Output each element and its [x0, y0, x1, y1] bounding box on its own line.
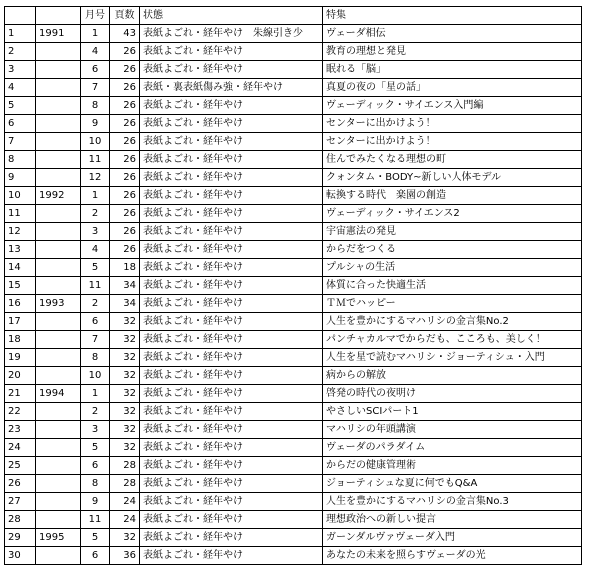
cell-number: 23: [5, 421, 36, 439]
cell-pages: 26: [110, 43, 140, 61]
cell-pages: 43: [110, 25, 140, 43]
cell-number: 21: [5, 385, 36, 403]
cell-pages: 26: [110, 79, 140, 97]
table-row: [5, 115, 582, 133]
cell-month: 1: [81, 25, 110, 43]
cell-condition: 表紙よごれ・経年やけ: [140, 115, 323, 133]
cell-number: 28: [5, 511, 36, 529]
cell-feature: パンチャカルマでからだも、こころも、美しく！: [323, 331, 582, 349]
cell-feature: ヴェーディック・サイエンス入門編: [323, 97, 582, 115]
cell-month: 3: [81, 223, 110, 241]
cell-pages: 32: [110, 349, 140, 367]
cell-number: 22: [5, 403, 36, 421]
cell-feature: からだの健康管理術: [323, 457, 582, 475]
cell-year: [36, 115, 81, 133]
cell-pages: 32: [110, 529, 140, 547]
cell-year: [36, 421, 81, 439]
cell-feature: ガーンダルヴァヴェーダ入門: [323, 529, 582, 547]
cell-feature: 理想政治への新しい提言: [323, 511, 582, 529]
cell-condition: 表紙よごれ・経年やけ: [140, 421, 323, 439]
cell-pages: 26: [110, 205, 140, 223]
table-row: [5, 475, 582, 493]
table-row: [5, 61, 582, 79]
header-feature: 特集: [323, 7, 582, 25]
table-row: [5, 511, 582, 529]
cell-pages: 32: [110, 439, 140, 457]
cell-condition: 表紙よごれ・経年やけ: [140, 259, 323, 277]
cell-pages: 32: [110, 421, 140, 439]
cell-feature: ＴＭでハッピー: [323, 295, 582, 313]
cell-number: 5: [5, 97, 36, 115]
cell-condition: 表紙・裏表紙傷み強・経年やけ: [140, 79, 323, 97]
cell-condition: 表紙よごれ・経年やけ: [140, 367, 323, 385]
cell-condition: 表紙よごれ・経年やけ: [140, 43, 323, 61]
cell-year: [36, 241, 81, 259]
cell-condition: 表紙よごれ・経年やけ: [140, 223, 323, 241]
cell-condition: 表紙よごれ・経年やけ: [140, 331, 323, 349]
cell-number: 20: [5, 367, 36, 385]
cell-year: [36, 223, 81, 241]
cell-pages: 26: [110, 223, 140, 241]
cell-year: 1995: [36, 529, 81, 547]
table-row: [5, 457, 582, 475]
cell-number: 11: [5, 205, 36, 223]
cell-pages: 26: [110, 61, 140, 79]
cell-number: 6: [5, 115, 36, 133]
header-year: [36, 7, 81, 25]
cell-pages: 32: [110, 331, 140, 349]
cell-condition: 表紙よごれ・経年やけ: [140, 403, 323, 421]
cell-condition: 表紙よごれ・経年やけ: [140, 511, 323, 529]
cell-pages: 32: [110, 313, 140, 331]
cell-feature: 真夏の夜の「星の話」: [323, 79, 582, 97]
cell-year: [36, 205, 81, 223]
cell-month: 1: [81, 187, 110, 205]
cell-year: [36, 493, 81, 511]
cell-pages: 32: [110, 385, 140, 403]
cell-feature: あなたの未来を照らすヴェーダの光: [323, 547, 582, 565]
cell-pages: 32: [110, 367, 140, 385]
cell-month: 10: [81, 133, 110, 151]
table-row: [5, 43, 582, 61]
cell-year: [36, 97, 81, 115]
cell-feature: 転換する時代 楽園の創造: [323, 187, 582, 205]
cell-pages: 26: [110, 97, 140, 115]
cell-month: 9: [81, 115, 110, 133]
cell-year: 1994: [36, 385, 81, 403]
cell-pages: 26: [110, 151, 140, 169]
cell-number: 17: [5, 313, 36, 331]
cell-condition: 表紙よごれ・経年やけ: [140, 493, 323, 511]
cell-year: [36, 259, 81, 277]
table-row: [5, 385, 582, 403]
cell-condition: 表紙よごれ・経年やけ: [140, 169, 323, 187]
cell-number: 15: [5, 277, 36, 295]
cell-year: [36, 169, 81, 187]
cell-number: 30: [5, 547, 36, 565]
cell-number: 16: [5, 295, 36, 313]
cell-feature: 宇宙憲法の発見: [323, 223, 582, 241]
cell-month: 6: [81, 313, 110, 331]
cell-feature: センターに出かけよう！: [323, 115, 582, 133]
cell-month: 4: [81, 241, 110, 259]
cell-month: 8: [81, 97, 110, 115]
cell-year: [36, 43, 81, 61]
cell-month: 6: [81, 457, 110, 475]
cell-pages: 26: [110, 115, 140, 133]
cell-year: 1991: [36, 25, 81, 43]
cell-month: 11: [81, 277, 110, 295]
cell-number: 9: [5, 169, 36, 187]
cell-number: 3: [5, 61, 36, 79]
cell-pages: 28: [110, 475, 140, 493]
header-pages: 頁数: [110, 7, 140, 25]
cell-month: 9: [81, 493, 110, 511]
cell-year: [36, 457, 81, 475]
table-row: [5, 493, 582, 511]
cell-condition: 表紙よごれ・経年やけ: [140, 295, 323, 313]
cell-condition: 表紙よごれ・経年やけ: [140, 241, 323, 259]
header-number: [5, 7, 36, 25]
cell-pages: 32: [110, 403, 140, 421]
cell-month: 3: [81, 421, 110, 439]
cell-month: 2: [81, 295, 110, 313]
cell-number: 12: [5, 223, 36, 241]
cell-feature: ヴェーダ相伝: [323, 25, 582, 43]
table-row: [5, 367, 582, 385]
cell-month: 7: [81, 331, 110, 349]
cell-number: 13: [5, 241, 36, 259]
cell-year: [36, 547, 81, 565]
cell-feature: からだをつくる: [323, 241, 582, 259]
cell-pages: 36: [110, 547, 140, 565]
cell-feature: やさしいSCIパート1: [323, 403, 582, 421]
table-row: [5, 133, 582, 151]
table-row: [5, 187, 582, 205]
cell-pages: 26: [110, 241, 140, 259]
cell-number: 2: [5, 43, 36, 61]
cell-pages: 24: [110, 511, 140, 529]
table-row: [5, 205, 582, 223]
cell-year: [36, 61, 81, 79]
cell-month: 6: [81, 547, 110, 565]
cell-number: 19: [5, 349, 36, 367]
cell-year: [36, 277, 81, 295]
cell-year: [36, 331, 81, 349]
cell-year: [36, 475, 81, 493]
cell-pages: 26: [110, 133, 140, 151]
cell-year: [36, 313, 81, 331]
cell-year: [36, 367, 81, 385]
cell-month: 12: [81, 169, 110, 187]
cell-feature: ジョーティシュな夏に何でもQ&A: [323, 475, 582, 493]
cell-condition: 表紙よごれ・経年やけ: [140, 97, 323, 115]
cell-condition: 表紙よごれ・経年やけ: [140, 475, 323, 493]
cell-condition: 表紙よごれ・経年やけ: [140, 61, 323, 79]
table-row: [5, 97, 582, 115]
table-row: [5, 529, 582, 547]
cell-condition: 表紙よごれ・経年やけ: [140, 151, 323, 169]
cell-number: 1: [5, 25, 36, 43]
cell-number: 14: [5, 259, 36, 277]
cell-month: 1: [81, 385, 110, 403]
header-condition: 状態: [140, 7, 323, 25]
table-row: [5, 403, 582, 421]
cell-number: 7: [5, 133, 36, 151]
cell-number: 29: [5, 529, 36, 547]
cell-month: 8: [81, 349, 110, 367]
cell-month: 11: [81, 151, 110, 169]
cell-feature: 人生を星で読むマハリシ・ジョーティシュ・入門: [323, 349, 582, 367]
cell-condition: 表紙よごれ・経年やけ: [140, 385, 323, 403]
table-row: [5, 313, 582, 331]
cell-condition: 表紙よごれ・経年やけ: [140, 529, 323, 547]
table-row: [5, 259, 582, 277]
cell-condition: 表紙よごれ・経年やけ: [140, 133, 323, 151]
cell-feature: クォンタム・BODY~新しい人体モデル: [323, 169, 582, 187]
cell-year: [36, 403, 81, 421]
table-row: [5, 277, 582, 295]
cell-number: 26: [5, 475, 36, 493]
cell-condition: 表紙よごれ・経年やけ: [140, 349, 323, 367]
cell-number: 10: [5, 187, 36, 205]
table-row: [5, 295, 582, 313]
cell-number: 8: [5, 151, 36, 169]
cell-month: 2: [81, 205, 110, 223]
cell-pages: 28: [110, 457, 140, 475]
table-row: [5, 223, 582, 241]
cell-number: 25: [5, 457, 36, 475]
cell-feature: ヴェーディック・サイエンス2: [323, 205, 582, 223]
cell-feature: 眠れる「脳」: [323, 61, 582, 79]
cell-month: 10: [81, 367, 110, 385]
cell-month: 5: [81, 439, 110, 457]
cell-month: 11: [81, 511, 110, 529]
cell-year: [36, 151, 81, 169]
cell-number: 18: [5, 331, 36, 349]
cell-condition: 表紙よごれ・経年やけ: [140, 439, 323, 457]
cell-condition: 表紙よごれ・経年やけ: [140, 187, 323, 205]
table-row: [5, 169, 582, 187]
table-row: [5, 241, 582, 259]
table-row: [5, 439, 582, 457]
table-row: [5, 331, 582, 349]
cell-condition: 表紙よごれ・経年やけ 朱線引き少: [140, 25, 323, 43]
cell-year: [36, 79, 81, 97]
cell-pages: 26: [110, 169, 140, 187]
cell-year: 1992: [36, 187, 81, 205]
cell-condition: 表紙よごれ・経年やけ: [140, 457, 323, 475]
cell-condition: 表紙よごれ・経年やけ: [140, 547, 323, 565]
cell-feature: センターに出かけよう！: [323, 133, 582, 151]
table-row: [5, 25, 582, 43]
cell-year: [36, 133, 81, 151]
cell-number: 24: [5, 439, 36, 457]
cell-pages: 34: [110, 295, 140, 313]
cell-month: 6: [81, 61, 110, 79]
cell-feature: マハリシの年頭講演: [323, 421, 582, 439]
cell-year: [36, 511, 81, 529]
table-row: [5, 151, 582, 169]
cell-condition: 表紙よごれ・経年やけ: [140, 205, 323, 223]
cell-feature: 体質に合った快適生活: [323, 277, 582, 295]
cell-year: [36, 439, 81, 457]
table-body: [5, 25, 582, 565]
cell-feature: 住んでみたくなる理想の町: [323, 151, 582, 169]
cell-month: 4: [81, 43, 110, 61]
cell-month: 7: [81, 79, 110, 97]
cell-pages: 24: [110, 493, 140, 511]
magazine-inventory-table: [4, 6, 582, 565]
table-row: [5, 547, 582, 565]
cell-condition: 表紙よごれ・経年やけ: [140, 277, 323, 295]
header-month: 月号: [81, 7, 110, 25]
cell-feature: ヴェーダのパラダイム: [323, 439, 582, 457]
cell-feature: 人生を豊かにするマハリシの金言集No.2: [323, 313, 582, 331]
cell-year: 1993: [36, 295, 81, 313]
table-row: [5, 79, 582, 97]
table-row: [5, 349, 582, 367]
cell-feature: 教育の理想と発見: [323, 43, 582, 61]
cell-feature: プルシャの生活: [323, 259, 582, 277]
cell-month: 5: [81, 529, 110, 547]
cell-condition: 表紙よごれ・経年やけ: [140, 313, 323, 331]
cell-number: 27: [5, 493, 36, 511]
cell-feature: 啓発の時代の夜明け: [323, 385, 582, 403]
table-row: [5, 421, 582, 439]
cell-month: 5: [81, 259, 110, 277]
cell-year: [36, 349, 81, 367]
cell-month: 2: [81, 403, 110, 421]
header-row: [5, 7, 582, 25]
cell-feature: 病からの解放: [323, 367, 582, 385]
cell-feature: 人生を豊かにするマハリシの金言集No.3: [323, 493, 582, 511]
cell-pages: 18: [110, 259, 140, 277]
cell-number: 4: [5, 79, 36, 97]
cell-month: 8: [81, 475, 110, 493]
cell-pages: 26: [110, 187, 140, 205]
cell-pages: 34: [110, 277, 140, 295]
